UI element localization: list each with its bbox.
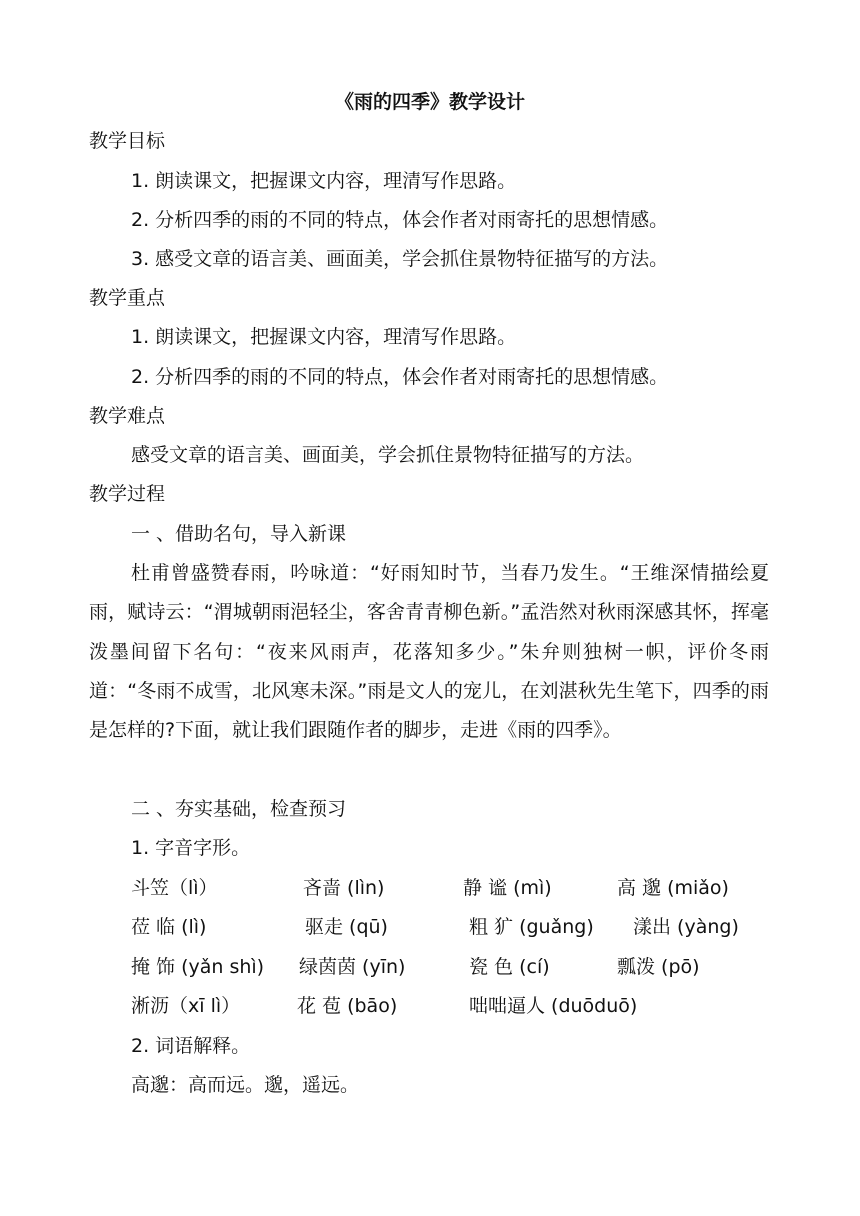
word-cell: 吝啬 (lìn): [303, 877, 385, 899]
word-cell: 漾出 (yàng): [633, 916, 739, 938]
word-cell: 掩 饰 (yǎn shì): [131, 956, 265, 978]
objective-item-2: 2. 分析四季的雨的不同的特点，体会作者对雨寄托的思想情感。: [131, 209, 669, 231]
difficulty-text: 感受文章的语言美、画面美，学会抓住景物特征描写的方法。: [131, 444, 645, 466]
step1-paragraph: 杜甫曾盛赞春雨，吟咏道：“好雨知时节，当春乃发生。“王维深情描绘夏雨，赋诗云：“渭城朝雨浥轻尘，客舍青青柳色新。”孟浩然对秋雨深感其怀，挥毫泼墨间留下名句：“夜来风雨声，花落知多少。”朱弁则独树一帜，评价冬雨道：“冬雨不成雪，北风寒未深。”雨是文人的宠儿，在刘湛秋先生笔下，四季的雨是怎样的?下面，就让我们跟随作者的脚步，走进《雨的四季》。: [89, 562, 769, 742]
objective-item-1: 1. 朗读课文，把握课文内容，理清写作思路。: [131, 170, 517, 192]
section-heading-process: 教学过程: [89, 483, 166, 505]
word-cell: 驱走 (qū): [305, 916, 388, 938]
key-point-item-1: 1. 朗读课文，把握课文内容，理清写作思路。: [131, 326, 517, 348]
word-cell: 花 苞 (bāo): [297, 995, 398, 1017]
key-point-item-2: 2. 分析四季的雨的不同的特点，体会作者对雨寄托的思想情感。: [131, 366, 669, 388]
word-cell: 淅沥（xī lì）: [131, 995, 241, 1017]
word-cell: 瓷 色 (cí): [469, 956, 550, 978]
section-heading-difficulties: 教学难点: [89, 405, 166, 427]
section-heading-key-points: 教学重点: [89, 287, 166, 309]
word-cell: 绿茵茵 (yīn): [299, 956, 406, 978]
word-cell: 莅 临 (lì): [131, 916, 207, 938]
word-cell: 斗笠（lì）: [131, 877, 218, 899]
word-cell: 瓢泼 (pō): [617, 956, 700, 978]
step2-sub2: 2. 词语解释。: [131, 1035, 251, 1057]
objective-item-3: 3. 感受文章的语言美、画面美，学会抓住景物特征描写的方法。: [131, 248, 669, 270]
step2-sub1: 1. 字音字形。: [131, 837, 251, 859]
word-cell: 咄咄逼人 (duōduō): [469, 995, 638, 1017]
word-cell: 粗 犷 (guǎng): [469, 916, 594, 938]
word-cell: 高 邈 (miǎo): [617, 877, 729, 899]
word-cell: 静 谧 (mì): [463, 877, 552, 899]
step2-title: 二 、夯实基础，检查预习: [131, 798, 347, 820]
document-title: 《雨的四季》教学设计: [334, 91, 525, 113]
section-heading-objectives: 教学目标: [89, 130, 166, 152]
step1-title: 一 、借助名句，导入新课: [131, 523, 347, 545]
word-definition: 高邈：高而远。邈，遥远。: [131, 1074, 360, 1096]
